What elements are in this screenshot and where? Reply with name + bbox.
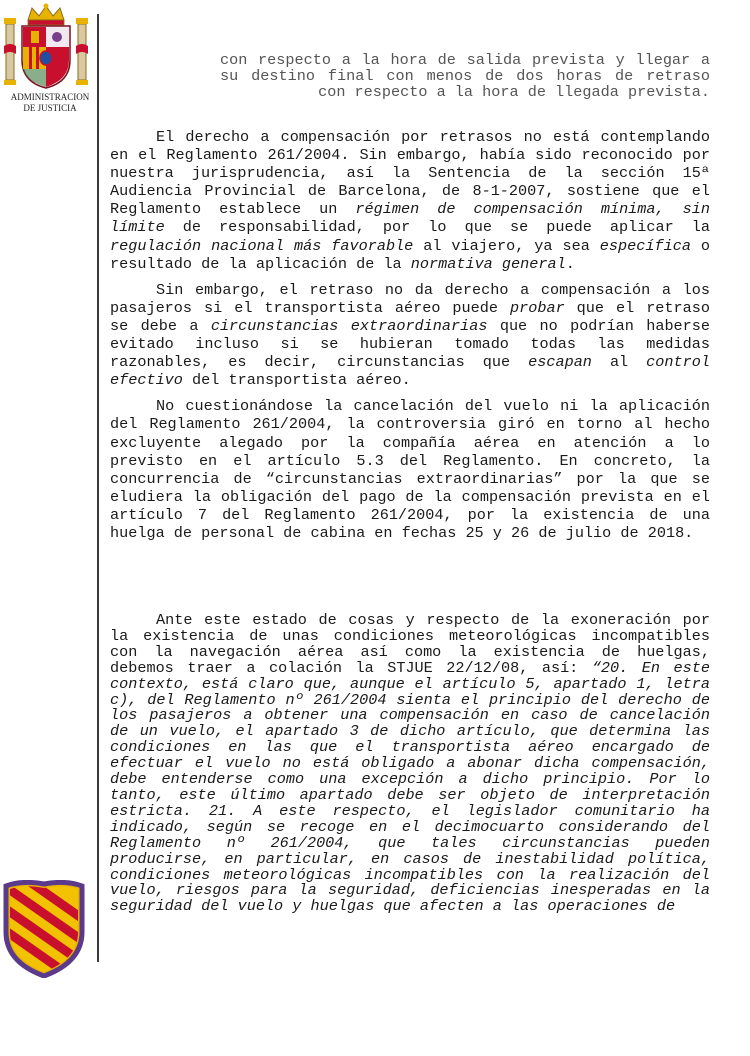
p1-text-3: al viajero, ya sea	[413, 236, 600, 255]
p2-text-5: del transportista aéreo.	[182, 371, 411, 390]
balearic-shield-icon	[2, 880, 86, 978]
p1-text-1: El derecho a compensación por retrasos no está contemplando en el Reglamento 261/2004. Sin embargo, había sido reconocido por nuestra jurisprudencia, así la Sentencia de la sección 15ª Audiencia Provincial de Barcelona, de 8-1-2007, sostiene que el Reglamento establece un	[110, 128, 710, 219]
p2-text-1: Sin embargo, el retraso no da derecho a compensación a los pasajeros si el transportista aéreo puede	[110, 280, 710, 317]
p2-text-2: que el retraso se debe a	[110, 298, 710, 335]
paragraph-controversy: No cuestionándose la cancelación del vuelo ni la aplicación del Reglamento 261/2004, la controversia giró en torno al hecho excluyente alegado por la compañía aérea en atención a lo previsto en el artículo 5.3 del Reglamento. En concreto, la concurrencia de “circunstancias extraordinarias” por la que se eludiera la obligación del pago de la compensación prevista en el artículo 7 del Reglamento 261/2004, por la existencia de una huelga de personal de cabina en fechas 25 y 26 de julio de 2018.	[110, 397, 710, 542]
p1-emph-1: régimen de compensación mínima, sin límite	[110, 200, 710, 237]
p1-text-2: de responsabilidad, por lo que se puede aplicar la	[164, 218, 710, 237]
paragraph-stjue	[110, 613, 710, 915]
institution-caption	[0, 92, 100, 114]
p2-emph-4: control efectivo	[110, 353, 710, 390]
coat-of-arms-icon	[2, 2, 90, 92]
p2-text-4: al	[591, 353, 647, 372]
p4-quote: “20. En este contexto, está claro que, aunque el artículo 5, apartado 1, letra c), del Reglamento nº 261/2004 sienta el principio del derecho de los pasajeros a obtener una compensación en caso de cancelación de un vuelo, el apartado 3 de dicho artículo, que determina las condiciones en las que el transportista aéreo encargado de efectuar el vuelo no está obligado a abonar dicha compensación, debe entenderse como una excepción a dicho principio. Por lo tanto, este último apartado debe ser objeto de interpretación estricta. 21. A este respecto, el legislador comunitario ha indicado, según se recoge en el decimocuarto considerando del Reglamento nº 261/2004, que tales circunstancias pueden producirse, en particular, en casos de inestabilidad política, condiciones meteorológicas incompatibles con la realización del vuelo, riesgos para la seguridad, deficiencias inesperadas en la seguridad del vuelo y huelgas que afecten a las operaciones de	[110, 658, 710, 916]
continuation-text: con respecto a la hora de salida prevista y llegar a su destino final con menos de dos horas de retraso con respecto a la hora de llegada prevista.	[220, 51, 710, 101]
paragraph-compensation-right	[110, 128, 710, 273]
margin-rule	[97, 14, 99, 962]
stjue-section	[110, 613, 710, 915]
p1-emph-4: normativa general	[410, 254, 566, 273]
main-body	[110, 128, 710, 542]
paragraph-extraordinary-circumstances	[110, 281, 710, 390]
p1-text-5: .	[565, 254, 575, 273]
p4-intro: Ante este estado de cosas y respecto de la exoneración por la existencia de unas condiciones meteorológicas incompatibles con la navegación aérea así como la existencia de huelgas, debemos traer a colación la STJUE 22/12/08, así:	[110, 611, 710, 677]
caption-line-2: DE JUSTICIA	[23, 103, 77, 113]
p1-text-4: o resultado de la aplicación de la	[110, 236, 711, 273]
p1-emph-3: específica	[599, 236, 691, 255]
continuation-paragraph	[220, 52, 710, 100]
p2-text-3: que no podrían haberse evitado incluso si se hubieran tomado todas las medidas razonables, es decir, circunstancias que	[110, 316, 711, 372]
p2-emph-1: probar	[510, 298, 565, 317]
p1-emph-2: regulación nacional más favorable	[110, 236, 414, 255]
p2-emph-3: escapan	[528, 353, 592, 372]
caption-line-1: ADMINISTRACION	[10, 92, 90, 102]
p2-emph-2: circunstancias extraordinarias	[210, 316, 488, 335]
